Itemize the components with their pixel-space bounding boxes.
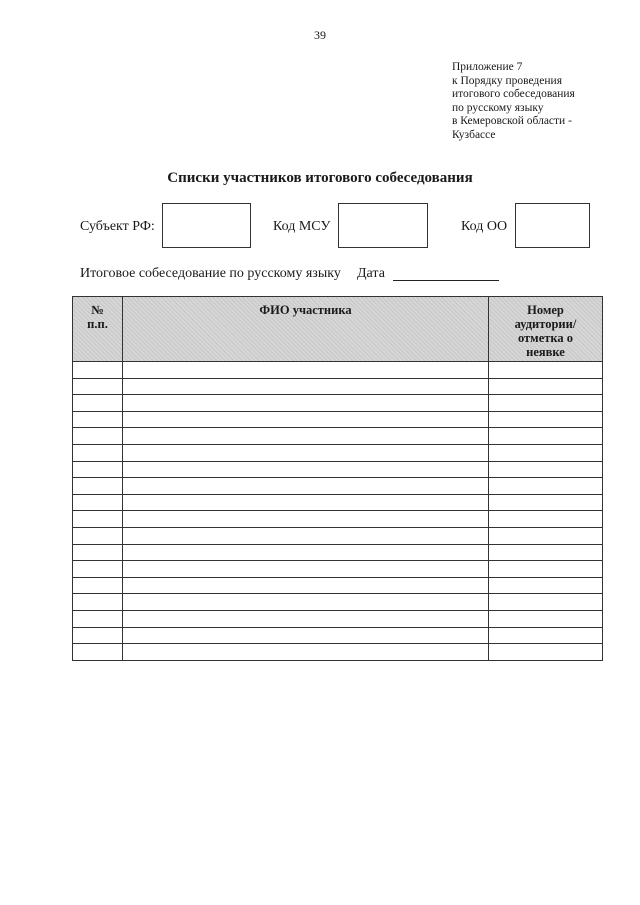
room-cell[interactable] <box>489 428 603 445</box>
table-row <box>73 378 603 395</box>
fio-cell[interactable] <box>123 511 489 528</box>
room-cell[interactable] <box>489 644 603 661</box>
table-row <box>73 561 603 578</box>
fio-cell[interactable] <box>123 478 489 495</box>
fio-cell[interactable] <box>123 444 489 461</box>
room-cell[interactable] <box>489 395 603 412</box>
number-cell[interactable] <box>73 428 123 445</box>
number-cell[interactable] <box>73 494 123 511</box>
number-cell[interactable] <box>73 594 123 611</box>
oo-code-box[interactable] <box>515 203 590 248</box>
header-fio <box>123 297 489 362</box>
number-cell[interactable] <box>73 478 123 495</box>
table-row <box>73 511 603 528</box>
table-header-row <box>73 297 603 362</box>
table-row <box>73 478 603 495</box>
header-room-line: неявке <box>526 345 565 359</box>
table-row <box>73 411 603 428</box>
fio-cell[interactable] <box>123 362 489 379</box>
date-label: Дата <box>357 266 385 281</box>
table-row <box>73 577 603 594</box>
header-number-line2: п.п. <box>87 317 108 331</box>
header-number <box>73 297 123 362</box>
number-cell[interactable] <box>73 444 123 461</box>
fio-cell[interactable] <box>123 461 489 478</box>
appendix-line: в Кемеровской области - <box>452 115 572 128</box>
number-cell[interactable] <box>73 378 123 395</box>
table-row <box>73 594 603 611</box>
fio-cell[interactable] <box>123 494 489 511</box>
number-cell[interactable] <box>73 610 123 627</box>
room-cell[interactable] <box>489 362 603 379</box>
page-number: 39 <box>314 28 326 42</box>
table-row <box>73 428 603 445</box>
appendix-line: по русскому языку <box>452 101 544 114</box>
subject-code-box[interactable] <box>162 203 251 248</box>
appendix-line: к Порядку проведения <box>452 74 562 87</box>
table-row <box>73 362 603 379</box>
appendix-line: Кузбассе <box>452 128 496 141</box>
number-cell[interactable] <box>73 461 123 478</box>
number-cell[interactable] <box>73 644 123 661</box>
table-row <box>73 444 603 461</box>
table-row <box>73 644 603 661</box>
fio-cell[interactable] <box>123 527 489 544</box>
table-row <box>73 395 603 412</box>
appendix-line: итогового собеседования <box>452 88 575 101</box>
table-row <box>73 461 603 478</box>
table-row <box>73 494 603 511</box>
number-cell[interactable] <box>73 544 123 561</box>
document-title: Списки участников итогового собеседования <box>167 170 473 186</box>
header-room-line: отметка о <box>517 331 574 345</box>
number-cell[interactable] <box>73 527 123 544</box>
exam-label: Итоговое собеседование по русскому языку <box>80 266 341 281</box>
number-cell[interactable] <box>73 362 123 379</box>
room-cell[interactable] <box>489 478 603 495</box>
appendix-note <box>452 61 575 143</box>
fio-cell[interactable] <box>123 561 489 578</box>
table-row <box>73 610 603 627</box>
header-room <box>489 297 603 362</box>
number-cell[interactable] <box>73 395 123 412</box>
header-room-line: Номер <box>527 303 564 317</box>
room-cell[interactable] <box>489 561 603 578</box>
msu-label: Код МСУ <box>273 219 331 234</box>
fio-cell[interactable] <box>123 544 489 561</box>
room-cell[interactable] <box>489 627 603 644</box>
number-cell[interactable] <box>73 627 123 644</box>
room-cell[interactable] <box>489 610 603 627</box>
msu-code-box[interactable] <box>338 203 428 248</box>
date-field[interactable] <box>393 280 499 281</box>
room-cell[interactable] <box>489 594 603 611</box>
number-cell[interactable] <box>73 577 123 594</box>
table-row <box>73 627 603 644</box>
room-cell[interactable] <box>489 494 603 511</box>
table-row <box>73 527 603 544</box>
room-cell[interactable] <box>489 544 603 561</box>
fio-cell[interactable] <box>123 411 489 428</box>
fio-cell[interactable] <box>123 378 489 395</box>
fio-cell[interactable] <box>123 627 489 644</box>
appendix-line: Приложение 7 <box>452 61 523 73</box>
room-cell[interactable] <box>489 444 603 461</box>
table-body <box>73 362 603 661</box>
fio-cell[interactable] <box>123 644 489 661</box>
fio-cell[interactable] <box>123 395 489 412</box>
room-cell[interactable] <box>489 527 603 544</box>
header-number-line1: № <box>91 303 104 317</box>
room-cell[interactable] <box>489 411 603 428</box>
participants-table <box>72 296 603 661</box>
header-fio-label: ФИО участника <box>259 303 352 317</box>
subject-label: Субъект РФ: <box>80 219 155 234</box>
header-room-line: аудитории/ <box>514 317 577 331</box>
number-cell[interactable] <box>73 511 123 528</box>
oo-label: Код ОО <box>461 219 508 234</box>
fio-cell[interactable] <box>123 577 489 594</box>
room-cell[interactable] <box>489 577 603 594</box>
fio-cell[interactable] <box>123 428 489 445</box>
number-cell[interactable] <box>73 561 123 578</box>
number-cell[interactable] <box>73 411 123 428</box>
fio-cell[interactable] <box>123 594 489 611</box>
table-row <box>73 544 603 561</box>
room-cell[interactable] <box>489 378 603 395</box>
room-cell[interactable] <box>489 511 603 528</box>
room-cell[interactable] <box>489 461 603 478</box>
fio-cell[interactable] <box>123 610 489 627</box>
